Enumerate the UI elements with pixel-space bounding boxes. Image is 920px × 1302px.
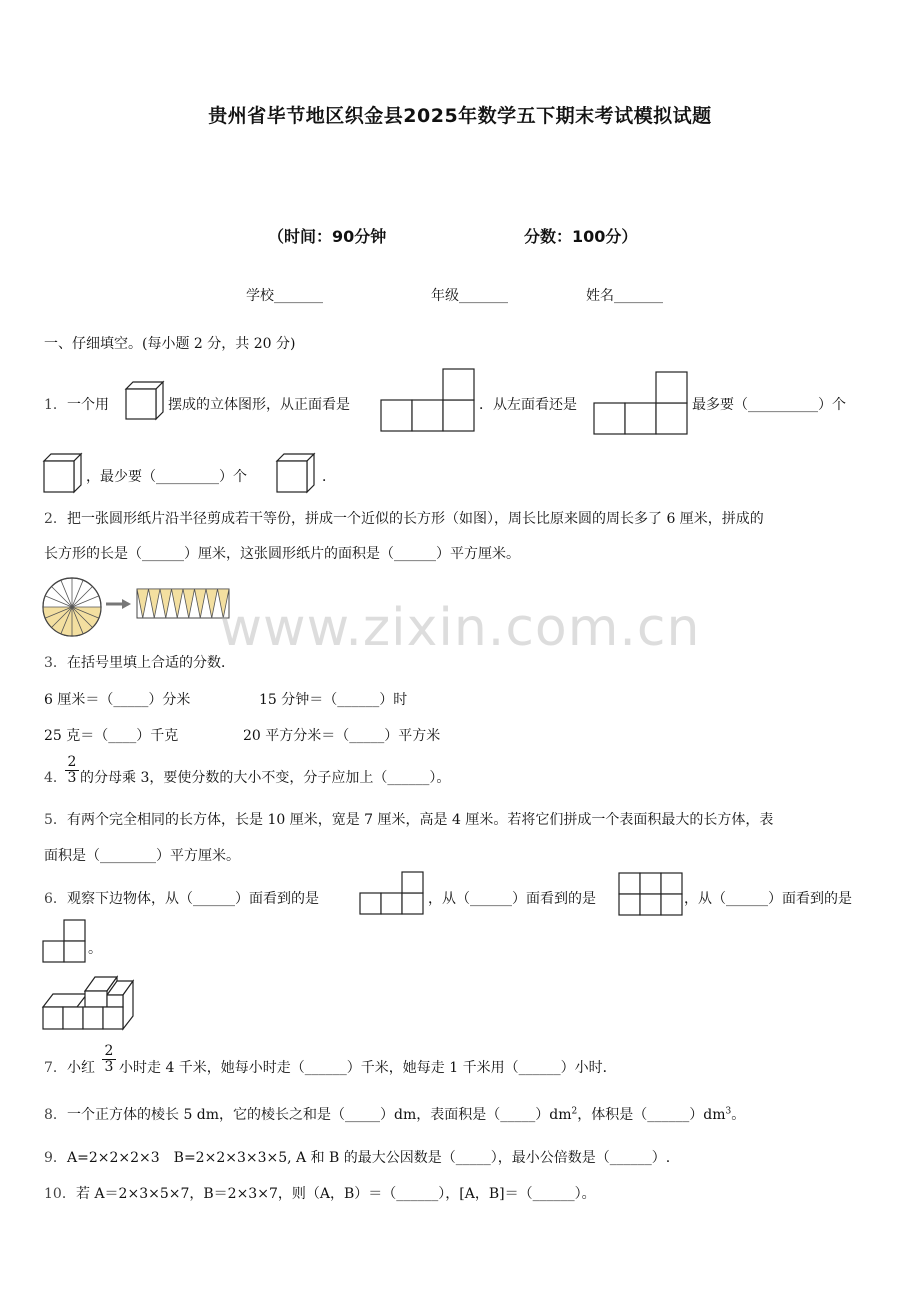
cube-icon (125, 381, 165, 421)
question-text (67, 1104, 745, 1124)
front-view-figure (380, 369, 476, 433)
exam-score: 分数：100分） (524, 227, 638, 246)
name-field[interactable]: 姓名_______ (586, 288, 663, 304)
question-text-part: 一个正方体的棱长 5 dm，它的棱长之和是（_____）dm，表面积是（_____）dm (67, 1107, 572, 1123)
question-number: 8． (44, 1107, 67, 1123)
question-text-part: ，体积是（______）dm (577, 1107, 726, 1123)
question-text: 长方形的长是（______）厘米，这张圆形纸片的面积是（______）平方厘米。 (44, 546, 520, 562)
question-number: 2． (44, 511, 67, 527)
question-text: ． (322, 469, 336, 485)
fraction-denominator: 3 (104, 1059, 114, 1075)
question-text: 6 厘米＝（_____）分米 (44, 692, 191, 708)
question-text: 摆成的立体图形，从正面看是 (168, 397, 350, 413)
view-figure-a (359, 872, 425, 916)
section-heading: 一、仔细填空。(每小题 2 分，共 20 分) (44, 336, 296, 352)
fraction (102, 1044, 116, 1075)
school-field[interactable]: 学校_______ (246, 288, 323, 304)
question-text: 小红 (67, 1060, 95, 1076)
watermark: www.zixin.com.cn (219, 598, 701, 658)
exam-time: （时间：90分钟 (268, 227, 387, 246)
question-text: 25 克＝（____）千克 (44, 728, 179, 744)
question-number: 9． (44, 1150, 67, 1166)
question-text: ．从左面看还是 (479, 397, 577, 413)
page-title: 贵州省毕节地区织金县2025年数学五下期末考试模拟试题 (208, 105, 712, 127)
question-text: 的分母乘 3，要使分数的大小不变，分子应加上（______）。 (80, 770, 451, 786)
question-number: 1． (44, 397, 67, 413)
grade-field[interactable]: 年级_______ (431, 288, 508, 304)
question-text: 面积是（________）平方厘米。 (44, 848, 240, 864)
question-text: A=2×2×2×3 B=2×2×3×3×5, A 和 B 的最大公因数是（_____），最小公倍数是（______）. (67, 1150, 671, 1166)
fraction (65, 755, 79, 786)
fraction-numerator: 2 (65, 755, 79, 771)
fraction-numerator: 2 (102, 1044, 116, 1060)
question-number: 4． (44, 770, 67, 786)
question-number: 7． (44, 1060, 67, 1076)
question-text: 若 A＝2×3×5×7，B＝2×3×7，则（A，B）＝（______），[A，B]＝（______）。 (76, 1186, 596, 1202)
view-figure-b (618, 873, 684, 917)
cube-icon (43, 453, 83, 495)
question-text: 在括号里填上合适的分数． (67, 655, 235, 671)
superscript: 2 (571, 1106, 578, 1117)
cube-icon (276, 453, 316, 495)
question-text: 有两个完全相同的长方体，长是 10 厘米，宽是 7 厘米，高是 4 厘米。若将它们拼成一个表面积最大的长方体，表 (67, 812, 774, 828)
question-text: 把一张圆形纸片沿半径剪成若干等份，拼成一个近似的长方形（如图），周长比原来圆的周长多了 6 厘米，拼成的 (67, 511, 764, 527)
question-text: ，从（______）面看到的是 (428, 891, 596, 907)
question-number: 3． (44, 655, 67, 671)
question-text: ，从（______）面看到的是 (684, 891, 852, 907)
left-view-figure (593, 371, 689, 435)
question-text: 15 分钟＝（______）时 (259, 692, 408, 708)
question-number: 10． (44, 1186, 76, 1202)
question-text: ，最少要（_________）个 (86, 469, 247, 485)
stacked-cubes-figure (43, 973, 137, 1031)
question-text: 。 (88, 941, 102, 957)
question-number: 6． (44, 891, 67, 907)
fraction-denominator: 3 (67, 770, 77, 786)
question-text-part: 。 (731, 1107, 746, 1123)
question-text: 观察下边物体，从（______）面看到的是 (67, 891, 319, 907)
question-text: 小时走 4 千米，她每小时走（______）千米，她每走 1 千米用（______）小时． (119, 1060, 617, 1076)
question-text: 最多要（__________）个 (692, 397, 846, 413)
question-text: 一个用 (67, 397, 109, 413)
view-figure-c (43, 920, 89, 964)
superscript: 3 (725, 1106, 732, 1117)
question-text: 20 平方分米＝（_____）平方米 (243, 728, 441, 744)
question-number: 5． (44, 812, 67, 828)
